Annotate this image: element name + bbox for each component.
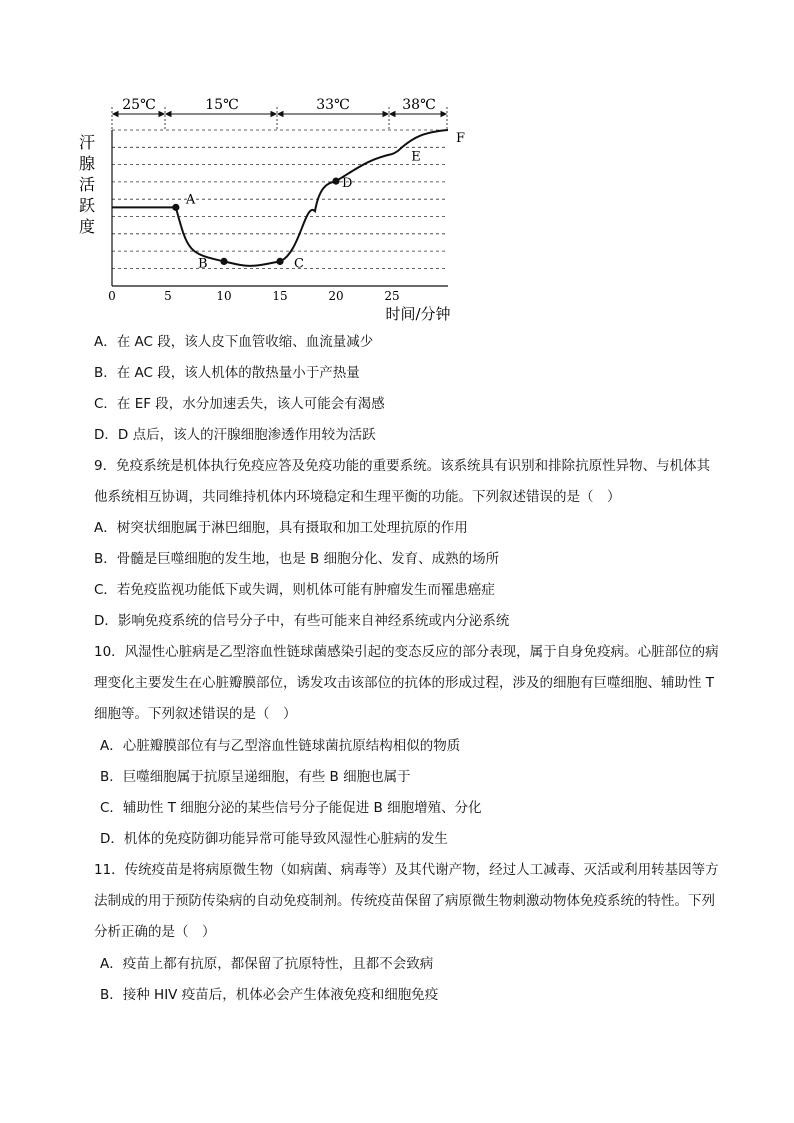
- curve-points: [172, 131, 465, 271]
- q9-option-d: D．影响免疫系统的信号分子中，有些可能来自神经系统或内分泌系统: [94, 613, 510, 629]
- sweat-activity-curve: [112, 130, 448, 266]
- q10-option-a: A．心脏瓣膜部位有与乙型溶血性链球菌抗原结构相似的物质: [100, 738, 461, 754]
- q9-stem-line-1: 9．免疫系统是机体执行免疫应答及免疫功能的重要系统。该系统具有识别和排除抗原性异物、与机体其: [94, 458, 711, 474]
- q10-stem-line-3: 细胞等。下列叙述错误的是（ ）: [94, 706, 297, 722]
- x-tick-label: 25: [384, 289, 400, 303]
- temp-label-25: 25℃: [122, 97, 156, 113]
- temp-label-15: 15℃: [205, 97, 239, 113]
- point-label-f: F: [456, 131, 466, 146]
- y-axis-label: 汗腺活跃度: [78, 133, 96, 236]
- q11-option-a: A．疫苗上都有抗原，都保留了抗原特性，且都不会致病: [100, 956, 434, 972]
- q10-option-b: B．巨噬细胞属于抗原呈递细胞，有些 B 细胞也属于: [100, 769, 411, 785]
- point-a: [172, 204, 179, 211]
- period-separators: [112, 107, 447, 130]
- x-tick-label: 15: [272, 289, 288, 303]
- point-label-b: B: [198, 256, 208, 272]
- q9-option-b: B．骨髓是巨噬细胞的发生地，也是 B 细胞分化、发育、成熟的场所: [94, 551, 500, 567]
- x-tick-label: 20: [328, 289, 344, 303]
- q10-option-c: C．辅助性 T 细胞分泌的某些信号分子能促进 B 细胞增殖、分化: [100, 800, 482, 816]
- grid-lines: [112, 130, 446, 268]
- point-label-d: D: [342, 176, 353, 192]
- x-tick-label: 10: [216, 289, 232, 303]
- point-d: [332, 178, 339, 185]
- q10-stem-line-1: 10．风湿性心脏病是乙型溶血性链球菌感染引起的变态反应的部分表现，属于自身免疫病。心脏部位的病: [94, 644, 719, 660]
- point-c: [276, 258, 283, 265]
- q9-option-a: A．树突状细胞属于淋巴细胞，具有摄取和加工处理抗原的作用: [94, 520, 468, 536]
- q8-option-c: C．在 EF 段，水分加速丢失，该人可能会有渴感: [94, 396, 385, 412]
- period-arrows: [113, 112, 446, 117]
- x-tick-label: 5: [164, 289, 172, 303]
- point-b: [220, 258, 227, 265]
- x-tick-label: 0: [108, 289, 116, 303]
- q9-stem-line-2: 他系统相互协调，共同维持机体内环境稳定和生理平衡的功能。下列叙述错误的是（ ）: [94, 489, 621, 505]
- q9-option-c: C．若免疫监视功能低下或失调，则机体可能有肿瘤发生而罹患癌症: [94, 582, 495, 598]
- q11-option-b: B．接种 HIV 疫苗后，机体必会产生体液免疫和细胞免疫: [100, 987, 439, 1003]
- x-ticks: [108, 289, 399, 303]
- top-temp-labels: [122, 97, 435, 113]
- q8-option-a: A．在 AC 段，该人皮下血管收缩、血流量减少: [94, 334, 374, 350]
- point-label-e: E: [411, 149, 421, 165]
- temp-label-38: 38℃: [402, 97, 436, 113]
- point-label-a: A: [185, 192, 196, 208]
- sweat-gland-chart: [70, 90, 470, 330]
- q8-option-d: D．D 点后，该人的汗腺细胞渗透作用较为活跃: [94, 427, 376, 443]
- q11-stem-line-3: 分析正确的是（ ）: [94, 924, 216, 940]
- temp-label-33: 33℃: [316, 97, 350, 113]
- q11-stem-line-1: 11．传统疫苗是将病原微生物（如病菌、病毒等）及其代谢产物，经过人工减毒、灭活或利用转基因等方: [94, 862, 719, 878]
- q10-stem-line-2: 理变化主要发生在心脏瓣膜部位，诱发攻击该部位的抗体的形成过程，涉及的细胞有巨噬细胞、辅助性 T: [94, 675, 715, 691]
- x-axis-label: 时间/分钟: [385, 305, 451, 323]
- q10-option-d: D．机体的免疫防御功能异常可能导致风湿性心脏病的发生: [100, 831, 448, 847]
- q11-stem-line-2: 法制成的用于预防传染病的自动免疫制剂。传统疫苗保留了病原微生物刺激动物体免疫系统的特性。下列: [94, 893, 715, 909]
- point-label-c: C: [294, 256, 304, 272]
- q8-option-b: B．在 AC 段，该人机体的散热量小于产热量: [94, 365, 360, 381]
